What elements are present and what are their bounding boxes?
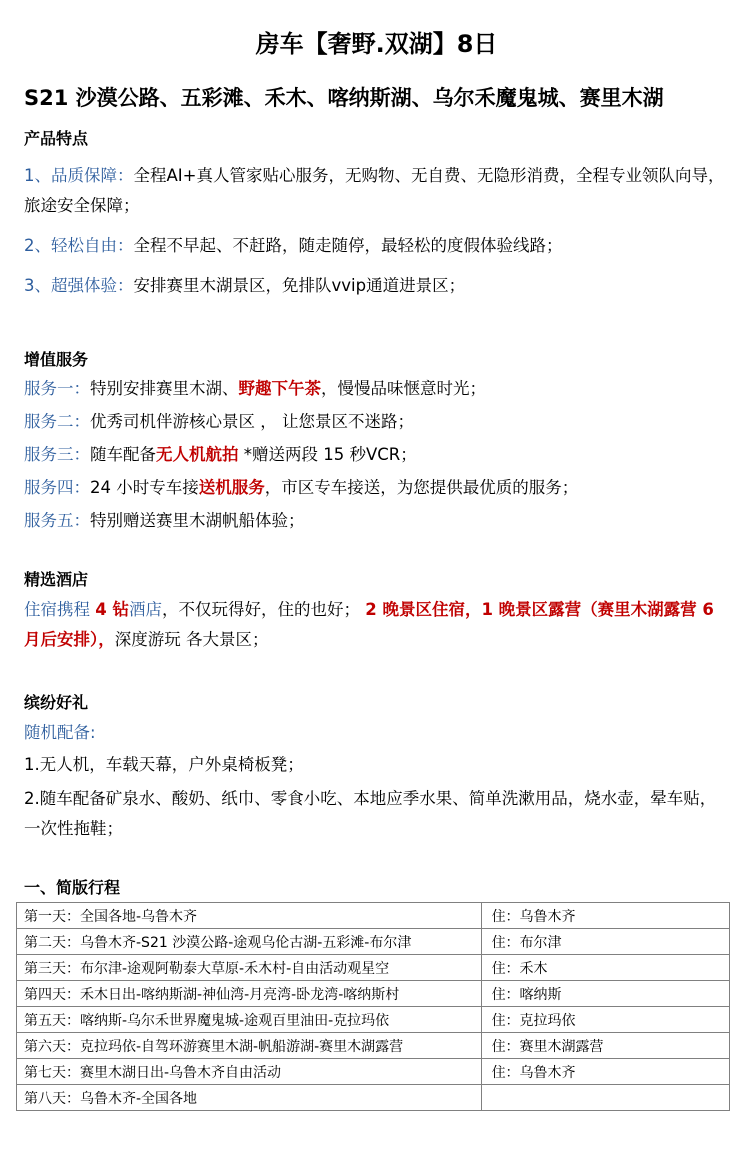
service-label: 服务二： xyxy=(24,412,90,431)
itinerary-stay: 住：乌鲁木齐 xyxy=(481,1059,729,1085)
service-item-2 xyxy=(24,407,730,437)
gift-item-1: 1.无人机，车载天幕，户外桌椅板凳； xyxy=(24,755,304,774)
service-label: 服务四： xyxy=(24,478,90,497)
service-highlight: 野趣下午茶 xyxy=(238,379,321,398)
itinerary-day: 第一天：全国各地-乌鲁木齐 xyxy=(17,903,482,929)
feature-label: 1、品质保障： xyxy=(24,166,134,185)
feature-label: 3、超强体验： xyxy=(24,276,134,295)
gifts-label: 随机配备: xyxy=(24,723,96,742)
itinerary-day: 第七天：赛里木湖日出-乌鲁木齐自由活动 xyxy=(17,1059,482,1085)
itinerary-heading: 一、简版行程 xyxy=(24,878,121,897)
service-highlight: 无人机航拍 xyxy=(156,445,239,464)
service-text: 特别安排赛里木湖、 xyxy=(90,379,239,398)
itinerary-day: 第三天：布尔津-途观阿勒泰大草原-禾木村-自由活动观星空 xyxy=(17,955,482,981)
service-item-4 xyxy=(24,473,730,503)
hotel-heading: 精选酒店 xyxy=(24,570,89,589)
hotel-diamond-rating: 4 钻 xyxy=(95,600,129,619)
table-row xyxy=(17,903,730,929)
service-label: 服务五： xyxy=(24,511,90,530)
table-row xyxy=(17,1085,730,1111)
itinerary-stay: 住：克拉玛依 xyxy=(481,1007,729,1033)
feature-text: 全程不早起、不赶路，随走随停，最轻松的度假体验线路； xyxy=(133,236,563,255)
hotel-highlight: 2 晚景区住宿，1 晚景区露营（赛里木湖露营 6 月后安排）， xyxy=(24,600,714,649)
services-heading: 增值服务 xyxy=(24,350,89,369)
service-item-5 xyxy=(24,506,730,536)
service-item-1 xyxy=(24,374,730,404)
service-text: 特别赠送赛里木湖帆船体验； xyxy=(90,511,305,530)
itinerary-table xyxy=(16,902,730,1111)
itinerary-day: 第五天：喀纳斯-乌尔禾世界魔鬼城-途观百里油田-克拉玛依 xyxy=(17,1007,482,1033)
feature-item-quality xyxy=(24,161,730,221)
itinerary-stay: 住：乌鲁木齐 xyxy=(481,903,729,929)
table-row xyxy=(17,1007,730,1033)
service-text: 优秀司机伴游核心景区 ， 让您景区不迷路； xyxy=(90,412,414,431)
service-highlight: 送机服务 xyxy=(198,478,265,497)
service-text: 24 小时专车接 xyxy=(90,478,199,497)
hotel-text-pre: 住宿携程 xyxy=(24,600,96,619)
service-label: 服务一： xyxy=(24,379,90,398)
hotel-text-post: 深度游玩 各大景区； xyxy=(114,630,269,649)
itinerary-stay: 住：赛里木湖露营 xyxy=(481,1033,729,1059)
feature-label: 2、轻松自由： xyxy=(24,236,134,255)
features-heading: 产品特点 xyxy=(24,129,89,148)
table-row xyxy=(17,981,730,1007)
table-row xyxy=(17,1059,730,1085)
itinerary-day: 第四天：禾木日出-喀纳斯湖-神仙湾-月亮湾-卧龙湾-喀纳斯村 xyxy=(17,981,482,1007)
hotel-description xyxy=(24,595,730,655)
service-text-post: *赠送两段 15 秒VCR； xyxy=(238,445,417,464)
route-subtitle: S21 沙漠公路、五彩滩、禾木、喀纳斯湖、乌尔禾魔鬼城、赛里木湖 xyxy=(24,86,664,110)
service-text-post: ，慢慢品味惬意时光； xyxy=(321,379,486,398)
hotel-text-mid: 酒店 xyxy=(128,600,162,619)
feature-item-relax xyxy=(24,231,730,261)
hotel-text-mid2: ，不仅玩得好，住的也好； xyxy=(161,600,366,619)
document-title: 房车【奢野.双湖】8日 xyxy=(255,30,498,58)
table-row xyxy=(17,1033,730,1059)
itinerary-day: 第二天：乌鲁木齐-S21 沙漠公路-途观乌伦古湖-五彩滩-布尔津 xyxy=(17,929,482,955)
gifts-heading: 缤纷好礼 xyxy=(24,693,89,712)
feature-text: 安排赛里木湖景区，免排队vvip通道进景区； xyxy=(133,276,466,295)
service-label: 服务三： xyxy=(24,445,90,464)
gift-item-2: 2.随车配备矿泉水、酸奶、纸巾、零食小吃、本地应季水果、简单洗漱用品，烧水壶，晕车贴，一次性拖鞋； xyxy=(24,789,717,838)
feature-text: 全程AI+真人管家贴心服务，无购物、无自费、无隐形消费，全程专业领队向导，旅途安全保障； xyxy=(24,166,725,215)
itinerary-stay: 住：禾木 xyxy=(481,955,729,981)
table-row xyxy=(17,929,730,955)
itinerary-stay: 住：喀纳斯 xyxy=(481,981,729,1007)
table-row xyxy=(17,955,730,981)
itinerary-stay: 住：布尔津 xyxy=(481,929,729,955)
feature-item-experience xyxy=(24,271,730,301)
service-text-post: ，市区专车接送，为您提供最优质的服务； xyxy=(264,478,579,497)
itinerary-stay xyxy=(481,1085,729,1111)
service-text: 随车配备 xyxy=(90,445,156,464)
itinerary-day: 第八天：乌鲁木齐-全国各地 xyxy=(17,1085,482,1111)
service-item-3 xyxy=(24,440,730,470)
itinerary-day: 第六天：克拉玛依-自驾环游赛里木湖-帆船游湖-赛里木湖露营 xyxy=(17,1033,482,1059)
